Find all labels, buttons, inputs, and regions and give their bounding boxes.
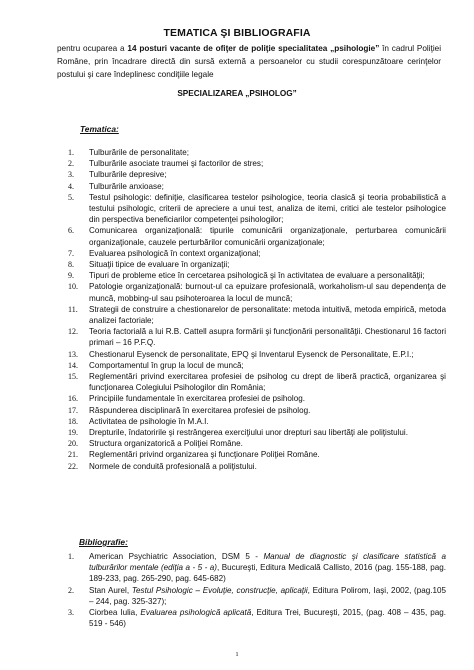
tematica-item-number: 22. (68, 461, 78, 471)
bibliografie-item-number: 3. (68, 608, 74, 618)
tematica-item (68, 371, 446, 393)
tematica-item (68, 259, 446, 270)
tematica-item (68, 393, 446, 404)
tematica-item (68, 360, 446, 371)
tematica-item-number: 12. (68, 327, 78, 337)
tematica-item-number: 15. (68, 372, 78, 382)
bibliografie-item (68, 607, 446, 629)
bibliografie-heading: Bibliografie: (79, 537, 128, 547)
tematica-item-number: 10. (68, 282, 78, 292)
tematica-item-text: Normele de conduită profesională a poliţistului. (89, 461, 257, 471)
intro-paragraph (57, 42, 441, 81)
tematica-item-number: 3. (68, 170, 74, 180)
tematica-item-text: Tulburările de personalitate; (89, 148, 190, 157)
tematica-item-number: 9. (68, 271, 74, 281)
tematica-item-text: Tulburările asociate traumei şi factorilor de stres; (89, 159, 264, 169)
tematica-item-number: 13. (68, 349, 78, 359)
tematica-item-number: 7. (68, 248, 74, 258)
tematica-item (68, 427, 446, 438)
tematica-item-number: 20. (68, 439, 78, 449)
tematica-item-text: Reglementări privind organizarea şi funcţionare Poliţiei Române. (89, 450, 320, 460)
bibliografie-item-number: 1. (68, 552, 74, 561)
tematica-item (68, 349, 446, 360)
intro-text-bold: 14 posturi vacante de ofiţer de poliţie specialitatea „psihologie” (127, 44, 380, 53)
tematica-item-text: Reglementări privind exercitarea profesiei de psiholog cu drept de liberă practică, organizarea şi funcţionarea Colegiului Psihologilor din România; (89, 372, 446, 393)
bibliografie-work-title: Manual de diagnostic şi clasificare statistică a tulburărilor mentale (ediţia a - 5 - a) (89, 552, 446, 573)
tematica-item-text: Comunicarea organizaţională: tipurile comunicării organizaţionale, perturbarea comunicării organizaţionale, cauzele perturbărilor comunicării organizaţionale; (89, 226, 446, 247)
tematica-item (68, 158, 446, 169)
tematica-item-number: 8. (68, 260, 74, 270)
bibliografie-publication-details: , Editura Trei, Bucureşti, 2015, (pag. 408 – 435, pag. 519 - 546) (89, 608, 446, 629)
tematica-item-number: 16. (68, 394, 78, 404)
bibliografie-item-number: 2. (68, 585, 74, 595)
tematica-item-number: 2. (68, 159, 74, 169)
tematica-item-text: Strategii de construire a chestionarelor de personalitate: metoda intuitivă, metoda empirică, metoda analizei factoriale; (89, 304, 446, 326)
tematica-item-number: 18. (68, 416, 78, 426)
tematica-item-text: Drepturile, îndatoririle şi restrângerea exerciţiului unor drepturi sau libertăţi ale poliţistului. (89, 428, 408, 438)
bibliografie-item (68, 551, 446, 585)
tematica-item (68, 438, 446, 449)
tematica-item-text: Teoria factorială a lui R.B. Cattell asupra formării şi funcţionării personalităţii. Chestionarul 16 factori primari – 16 P.F.Q. (89, 327, 446, 348)
tematica-item-number: 21. (68, 450, 78, 460)
intro-text-post: în cadrul Poliţiei Române, prin încadrare directă din sursă externă a persoanelor cu studii corespunzătoare cerinţelor postului şi care îndeplinesc condiţiile legale (57, 44, 442, 79)
tematica-item-text: Evaluarea psihologică în context organizaţional; (89, 248, 261, 258)
tematica-item-text: Situaţii tipice de evaluare în organizaţii; (89, 260, 230, 270)
tematica-item-text: Testul psihologic: definiţie, clasificarea testelor psihologice, teoria clasică şi teoria probabilistică a testului psihologic, criterii de apreciere a unui test, analiza de itemi, critici ale testelor psihologice din perspectiva beneficiarilor competenţei psihologilor; (89, 192, 446, 225)
tematica-item (68, 326, 446, 348)
tematica-item-text: Tulburările anxioase; (89, 181, 164, 191)
tematica-item (68, 304, 446, 326)
tematica-item (68, 270, 446, 281)
tematica-item-text: Principiile fundamentale în exercitarea profesiei de psiholog. (89, 394, 305, 404)
tematica-item-text: Patologie organizaţională: burnout-ul ca epuizare profesională, workaholism-ul sau dependenţa de muncă, mobbing-ul sau psihoteroarea la locul de muncă; (89, 282, 446, 303)
bibliografie-work-title: Testul Psihologic – Evoluţie, construcţie, aplicaţii (131, 585, 308, 595)
tematica-item-text: Comportamentul în grup la locul de muncă; (89, 360, 244, 370)
document-title: TEMATICA ŞI BIBLIOGRAFIA (163, 27, 311, 39)
tematica-item-text: Tulburările depresive; (89, 170, 167, 180)
bibliografie-author: Ciorbea Iulia, (89, 608, 141, 618)
bibliografie-author: Stan Aurel, (89, 585, 132, 595)
bibliografie-item (68, 585, 446, 607)
tematica-item (68, 449, 446, 460)
tematica-item-text: Tipuri de probleme etice în cercetarea psihologică şi în activitatea de evaluare a personalităţii; (89, 271, 425, 281)
tematica-item-number: 6. (68, 226, 74, 236)
tematica-item (68, 416, 446, 427)
bibliografie-author: American Psychiatric Association, DSM 5 - (89, 552, 264, 561)
bibliografie-publication-details: , Editura Polirom, Iaşi, 2002, (pag.105 – 244, pag. 325-327); (89, 585, 447, 606)
tematica-item (68, 248, 446, 259)
tematica-item (68, 225, 446, 247)
tematica-item (68, 281, 446, 303)
page-number: 1 (235, 651, 239, 658)
bibliografie-list (68, 551, 446, 629)
tematica-item-number: 19. (68, 428, 78, 438)
tematica-item-number: 14. (68, 360, 78, 370)
bibliografie-work-title: Evaluarea psihologică aplicată (140, 608, 252, 618)
tematica-item (68, 192, 446, 226)
intro-text-pre: pentru ocuparea a (57, 44, 128, 53)
tematica-item-number: 5. (68, 192, 74, 202)
specialization-heading: SPECIALIZAREA „PSIHOLOG” (177, 89, 297, 98)
tematica-item-text: Structura organizatorică a Poliţiei Române. (89, 439, 243, 449)
tematica-item-number: 1. (68, 148, 74, 157)
tematica-item (68, 461, 446, 472)
tematica-item (68, 147, 446, 158)
tematica-item-number: 11. (68, 304, 78, 314)
tematica-item-text: Răspunderea disciplinară în exercitarea profesiei de psiholog. (89, 405, 311, 415)
tematica-heading: Tematica: (80, 124, 119, 134)
tematica-item-number: 17. (68, 405, 78, 415)
tematica-item (68, 169, 446, 180)
tematica-item (68, 181, 446, 192)
bibliografie-publication-details: , Bucureşti, Editura Medicală Callisto, 2016 (pag. 155-188, pag. 189-233, pag. 265-290, pag. 645-682) (89, 563, 446, 584)
tematica-list (68, 147, 446, 472)
tematica-item-number: 4. (68, 181, 74, 191)
tematica-item-text: Chestionarul Eysenck de personalitate, EPQ şi Inventarul Eysenck de Personalitate, E.P.I.; (89, 349, 414, 359)
tematica-item-text: Activitatea de psihologie în M.A.I. (89, 416, 209, 426)
tematica-item (68, 405, 446, 416)
